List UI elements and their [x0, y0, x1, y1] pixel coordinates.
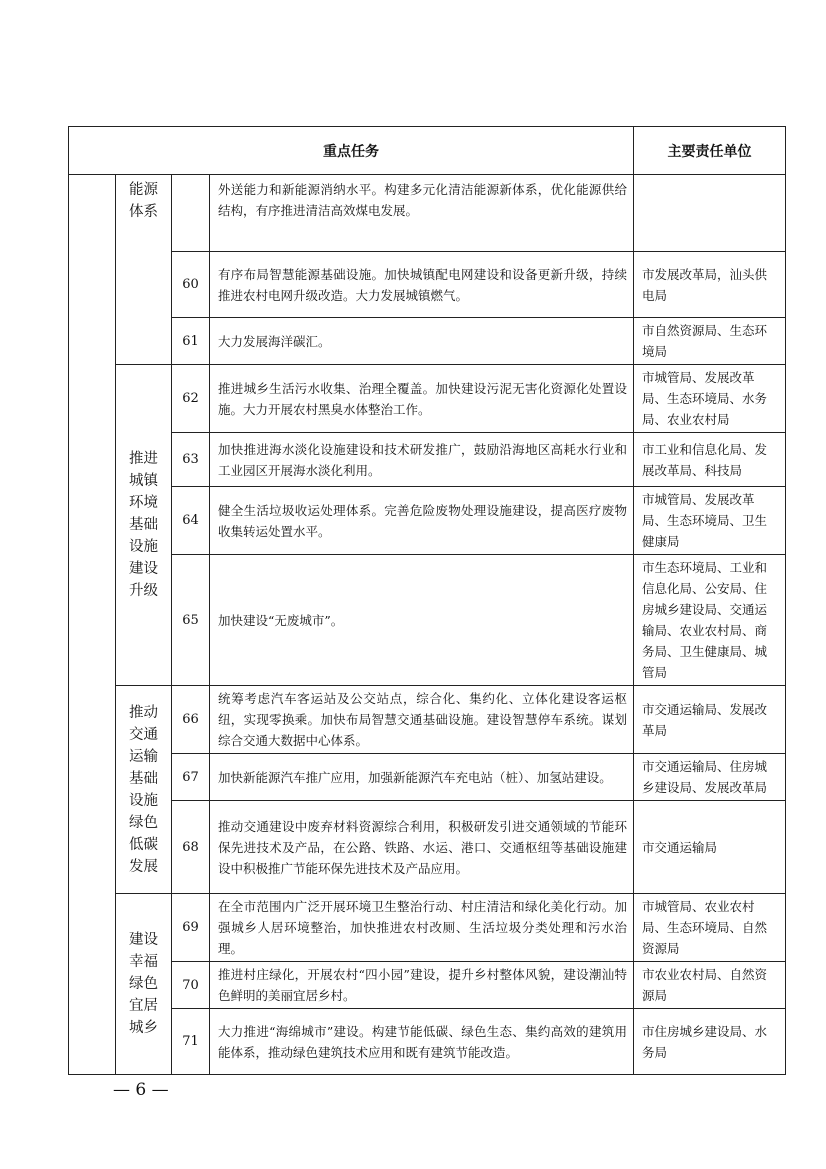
row-task: 加快新能源汽车推广应用，加强新能源汽车充电站（桩）、加氢站建设。	[210, 754, 634, 801]
row-number: 66	[172, 686, 210, 754]
row-task: 外送能力和新能源消纳水平。构建多元化清洁能源新体系，优化能源供给结构，有序推进清洁高效煤电发展。	[210, 175, 634, 252]
table-row	[69, 318, 786, 365]
row-unit: 市工业和信息化局、发展改革局、科技局	[634, 433, 786, 487]
row-task: 在全市范围内广泛开展环境卫生整治行动、村庄清洁和绿化美化行动。加强城乡人居环境整治，加快推进农村改厕、生活垃圾分类处理和污水治理。	[210, 894, 634, 962]
group-label: 推动 交通 运输 基础 设施 绿色 低碳 发展	[116, 686, 172, 894]
table-row	[69, 555, 786, 686]
outer-blank-cell	[69, 175, 116, 1075]
row-task: 推进村庄绿化，开展农村“四小园”建设，提升乡村整体风貌，建设潮汕特色鲜明的美丽宜居乡村。	[210, 962, 634, 1009]
row-unit: 市交通运输局	[634, 801, 786, 894]
table-row	[69, 1009, 786, 1075]
table-row	[69, 754, 786, 801]
row-unit: 市自然资源局、生态环境局	[634, 318, 786, 365]
table-row	[69, 252, 786, 318]
group-label: 推进 城镇 环境 基础 设施 建设 升级	[116, 365, 172, 686]
row-task: 大力发展海洋碳汇。	[210, 318, 634, 365]
header-row	[69, 127, 786, 175]
row-task: 健全生活垃圾收运处理体系。完善危险废物处理设施建设，提高医疗废物收集转运处置水平。	[210, 487, 634, 555]
row-unit: 市城管局、发展改革局、生态环境局、卫生健康局	[634, 487, 786, 555]
table-row	[69, 365, 786, 433]
row-number: 71	[172, 1009, 210, 1075]
table-row	[69, 801, 786, 894]
row-task: 推进城乡生活污水收集、治理全覆盖。加快建设污泥无害化资源化处置设施。大力开展农村黑臭水体整治工作。	[210, 365, 634, 433]
group-label: 建设 幸福 绿色 宜居 城乡	[116, 894, 172, 1075]
group-label: 能源 体系	[116, 175, 172, 365]
table-row	[69, 894, 786, 962]
row-task: 统筹考虑汽车客运站及公交站点，综合化、集约化、立体化建设客运枢纽，实现零换乘。加快布局智慧交通基础设施。建设智慧停车系统。谋划综合交通大数据中心体系。	[210, 686, 634, 754]
row-task: 推动交通建设中废弃材料资源综合利用，积极研发引进交通领域的节能环保先进技术及产品，在公路、铁路、水运、港口、交通枢纽等基础设施建设中积极推广节能环保先进技术及产品应用。	[210, 801, 634, 894]
row-unit: 市交通运输局、住房城乡建设局、发展改革局	[634, 754, 786, 801]
row-number: 65	[172, 555, 210, 686]
row-number: 60	[172, 252, 210, 318]
row-unit: 市交通运输局、发展改革局	[634, 686, 786, 754]
table-row	[69, 487, 786, 555]
row-task: 加快推进海水淡化设施建设和技术研发推广，鼓励沿海地区高耗水行业和工业园区开展海水淡化利用。	[210, 433, 634, 487]
row-number	[172, 175, 210, 252]
row-number: 61	[172, 318, 210, 365]
row-number: 62	[172, 365, 210, 433]
page-number: — 6 —	[113, 1080, 169, 1100]
row-number: 63	[172, 433, 210, 487]
table-row	[69, 962, 786, 1009]
row-unit: 市发展改革局，汕头供电局	[634, 252, 786, 318]
row-task: 加快建设“无废城市”。	[210, 555, 634, 686]
row-unit	[634, 175, 786, 252]
table-row	[69, 175, 786, 252]
row-unit: 市农业农村局、自然资源局	[634, 962, 786, 1009]
table-row	[69, 686, 786, 754]
table-row	[69, 433, 786, 487]
header-unit: 主要责任单位	[634, 127, 786, 175]
row-number: 67	[172, 754, 210, 801]
row-unit: 市城管局、发展改革局、生态环境局、水务局、农业农村局	[634, 365, 786, 433]
row-task: 大力推进“海绵城市”建设。构建节能低碳、绿色生态、集约高效的建筑用能体系，推动绿色建筑技术应用和既有建筑节能改造。	[210, 1009, 634, 1075]
row-unit: 市生态环境局、工业和信息化局、公安局、住房城乡建设局、交通运输局、农业农村局、商务局、卫生健康局、城管局	[634, 555, 786, 686]
header-task: 重点任务	[69, 127, 634, 175]
row-number: 70	[172, 962, 210, 1009]
task-table	[68, 126, 786, 1075]
row-unit: 市城管局、农业农村局、生态环境局、自然资源局	[634, 894, 786, 962]
row-number: 64	[172, 487, 210, 555]
row-task: 有序布局智慧能源基础设施。加快城镇配电网建设和设备更新升级，持续推进农村电网升级改造。大力发展城镇燃气。	[210, 252, 634, 318]
row-number: 69	[172, 894, 210, 962]
row-unit: 市住房城乡建设局、水务局	[634, 1009, 786, 1075]
row-number: 68	[172, 801, 210, 894]
